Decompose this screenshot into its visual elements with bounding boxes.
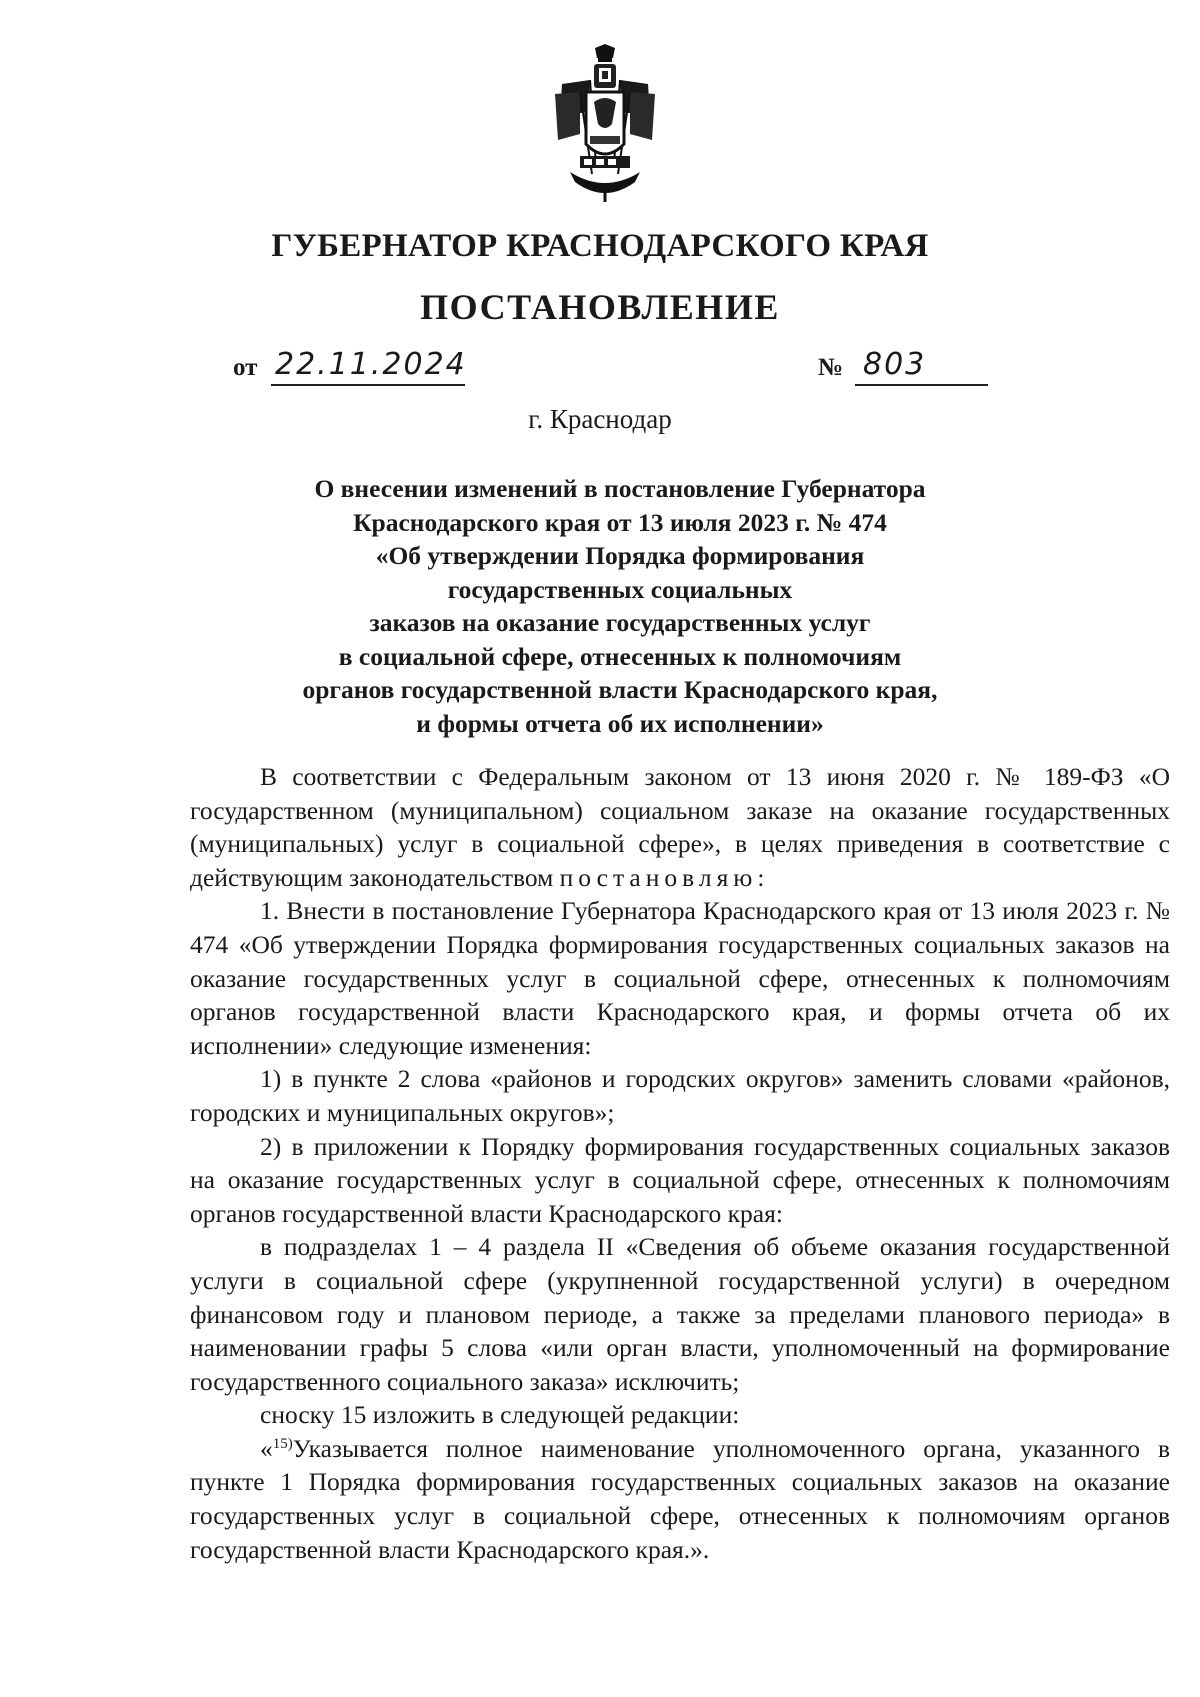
number-label: № [818, 354, 844, 381]
paragraph-text: В соответствии с Федеральным законом от 13 июня 2020 г. № 189-ФЗ «О государственном (муниципальном) социальном заказе на оказание государственных (муниципальных) услуг в социальной сфере», в целях приведения в соответствие с действующим законодательством [190, 762, 1170, 892]
title-line: и формы отчета об их исполнении» [416, 708, 824, 738]
body-paragraph [190, 760, 1170, 894]
body-paragraph: 1) в пункте 2 слова «районов и городских округов» заменить словами «районов, городских и муниципальных округов»; [190, 1064, 1170, 1127]
title-line: О внесении изменений в постановление Губернатора [314, 474, 926, 503]
body-paragraph: 2) в приложении к Порядку формирования государственных социальных заказов на оказание государственных услуг в социальной сфере, отнесенных к полномочиям органов государственной власти Краснодарского края: [190, 1131, 1170, 1228]
issuing-authority: ГУБЕРНАТОР КРАСНОДАРСКОГО КРАЯ [271, 228, 929, 264]
body-paragraph [190, 1432, 1170, 1566]
title-line: органов государственной власти Краснодарского края, [302, 675, 938, 704]
title-line: заказов на оказание государственных услуг [369, 608, 871, 637]
body-paragraph: 1. Внести в постановление Губернатора Краснодарского края от 13 июля 2023 г. № 474 «Об утверждении Порядка формирования государственных социальных заказов на оказание государственных услуг в социальной сфере, отнесенных к полномочиям органов государственной власти Краснодарского края, и формы отчета об их исполнении» следующие изменения: [190, 896, 1170, 1060]
date-number-row [233, 347, 1000, 390]
document-body [190, 760, 1170, 1566]
title-line: в социальной сфере, отнесенных к полномочиям [338, 641, 902, 671]
coat-of-arms-emblem [550, 44, 660, 204]
decree-verb: постановляю: [559, 862, 770, 892]
title-line: «Об утверждении Порядка формирования [375, 541, 865, 570]
body-paragraph: в подразделах 1 – 4 раздела II «Сведения об объеме оказания государственной услуги в социальной сфере (укрупненной государственной услуги) в очередном финансовом году и плановом периоде, а также за пределами планового периода» в наименовании графы 5 слова «или орган власти, уполномоченный на формирование государственного социального заказа» исключить; [190, 1232, 1170, 1396]
document-number: 803 [855, 346, 988, 386]
paragraph-text: Указывается полное наименование уполномоченного органа, указанного в пункте 1 Порядка формирования государственных социальных заказов на оказание государственных услуг в социальной сфере, отнесенных к полномочиям органов государственной власти Краснодарского края.». [190, 1433, 1170, 1564]
date-label: от [233, 354, 258, 381]
body-paragraph: сноску 15 изложить в следующей редакции: [260, 1400, 740, 1430]
city: г. Краснодар [528, 404, 672, 434]
title-line: государственных социальных [447, 574, 793, 604]
document-title [300, 472, 940, 740]
document-date: 22.11.2024 [271, 346, 465, 386]
document-type: ПОСТАНОВЛЕНИЕ [420, 287, 780, 327]
footnote-marker: 15) [272, 1435, 293, 1452]
title-line: Краснодарского края от 13 июля 2023 г. № 474 [353, 507, 887, 537]
quote-open: « [260, 1433, 273, 1463]
